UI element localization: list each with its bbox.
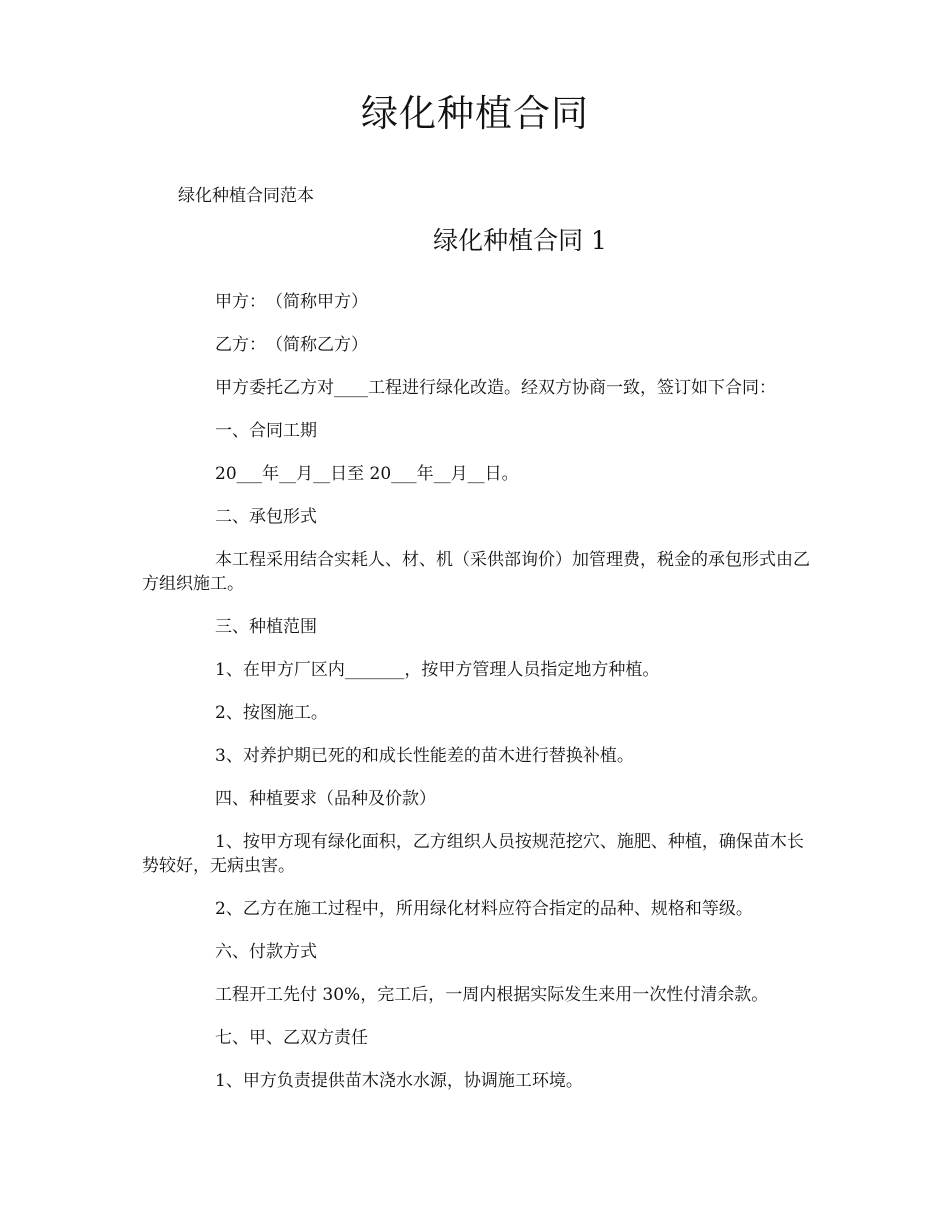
section-heading-planting-requirements: 四、种植要求（品种及价款）: [215, 789, 436, 809]
section-heading-responsibilities: 七、甲、乙双方责任: [215, 1028, 368, 1048]
section-heading-term: 一、合同工期: [215, 421, 317, 441]
section-heading-payment: 六、付款方式: [215, 942, 317, 962]
section-heading-planting-scope: 三、种植范围: [215, 617, 317, 637]
contract-form-paragraph: 本工程采用结合实耗人、材、机（采供部询价）加管理费，税金的承包形式由乙方组织施工。: [142, 550, 810, 594]
scope-item-3: 3、对养护期已死的和成长性能差的苗木进行替换补植。: [215, 746, 634, 766]
party-a-line: 甲方： （简称甲方）: [215, 292, 368, 312]
scope-item-1: 1、在甲方厂区内_______，按甲方管理人员指定地方种植。: [215, 660, 660, 680]
term-dates: 20___年__月__日至 20___年__月__日。: [215, 464, 519, 484]
responsibility-item-1: 1、甲方负责提供苗木浇水水源，协调施工环境。: [215, 1071, 583, 1091]
requirement-item-2: 2、乙方在施工过程中，所用绿化材料应符合指定的品种、规格和等级。: [215, 899, 753, 919]
scope-item-2: 2、按图施工。: [215, 703, 328, 723]
contract-heading: 绿化种植合同 1: [433, 226, 607, 255]
requirement-item-1: 1、按甲方现有绿化面积，乙方组织人员按规范挖穴、施肥、种植，确保苗木长势较好，无病虫害。: [142, 832, 804, 876]
party-b-line: 乙方： （简称乙方）: [215, 335, 368, 355]
document-title: 绿化种植合同: [361, 92, 589, 135]
template-label: 绿化种植合同范本: [178, 186, 314, 206]
payment-paragraph: 工程开工先付 30%，完工后，一周内根据实际发生来用一次性付清余款。: [215, 985, 769, 1005]
document-body: [142, 290, 818, 1112]
intro-paragraph: 甲方委托乙方对____工程进行绿化改造。经双方协商一致，签订如下合同：: [215, 378, 776, 398]
section-heading-contract-form: 二、承包形式: [215, 507, 317, 527]
